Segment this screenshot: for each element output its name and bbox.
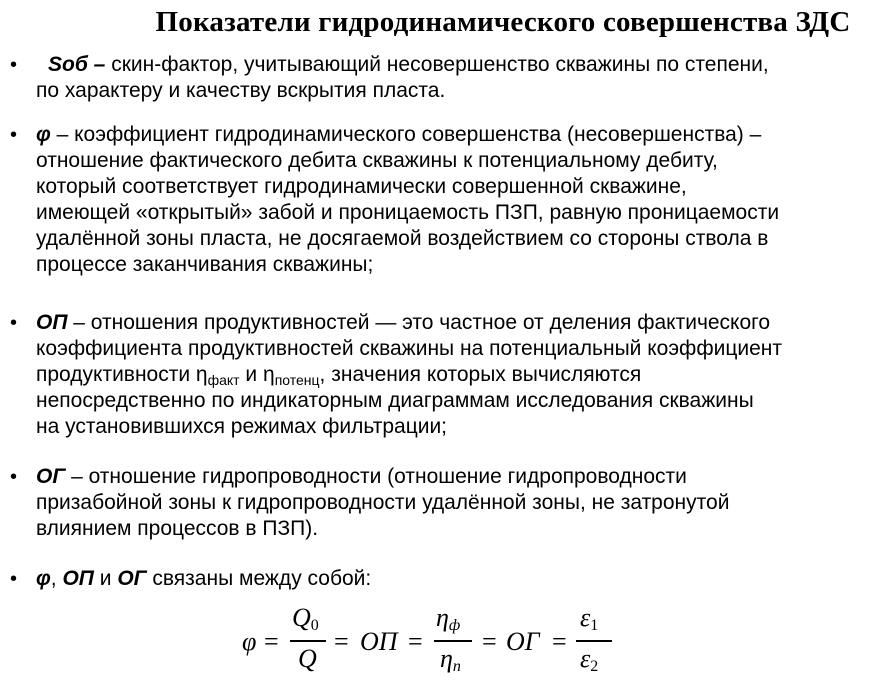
formula-q: Q [298,644,317,673]
text-line: коэффициента продуктивностей скважины на потенциальный коэффициент [36,337,782,360]
text-line: влиянием процессов в ПЗП). [36,517,319,540]
fraction-line [576,640,612,642]
bullet-dot: • [10,312,18,334]
text-line: непосредственно по индикаторным диаграммам исследования скважины [36,389,754,412]
text-line: на установившихся режимах фильтрации; [36,415,448,438]
text-line: удалённой зоны пласта, не досягаемой воздействием со стороны ствола в [36,227,769,250]
formula-eps2: $\varepsilon_2$ [580,644,599,675]
formula-equals: = [408,627,423,656]
formula-eta-f: $\eta_ф$ [436,603,461,634]
text-line: по характеру и качеству вскрытия пласта. [36,79,446,102]
page-title: Показатели гидродинамического совершенства ЗДС [155,6,851,38]
formula [240,603,640,683]
formula-op: ОП [360,627,398,656]
subscript-fact: факт [207,372,240,388]
term-phi: φ [36,123,51,146]
text-line: – отношение гидропроводности (отношение гидропроводности [65,465,687,488]
text-line: который соответствует гидродинамически совершенной скважине, [36,175,687,198]
formula-eta-p: $\eta_п$ [440,644,461,675]
formula-og: ОГ [506,627,540,656]
fraction-line [434,640,472,642]
formula-equals: = [334,627,349,656]
text-line: – отношения продуктивностей — это частное от деления фактического [67,311,771,334]
formula-equals: = [482,627,497,656]
formula-equals: = [552,627,567,656]
text-line: призабойной зоны к гидропроводности удалённой зоны, не затронутой [36,491,730,514]
text-line: отношение фактического дебита скважины к потенциальному дебиту, [36,149,718,172]
formula-equals: = [264,627,279,656]
text-line: скин-фактор, учитывающий несовершенство скважины по степени, [105,53,769,76]
term-op: ОП [36,311,68,334]
fraction-line [290,640,326,642]
formula-q0: $Q_0$ [292,603,319,634]
text-line: имеющей «открытый» забой и проницаемость ПЗП, равную проницаемости [36,201,780,224]
bullet-dot: • [10,568,18,590]
term-og: ОГ [36,465,66,488]
subscript-potenc: потенц [274,372,320,388]
text-line: продуктивности $\eta_{факт}$ и $\eta_{потенц}$, значения которых вычисляются [36,363,642,388]
formula-phi: φ [242,627,257,656]
term-skin: Sоб – [48,53,106,76]
text-line: – коэффициент гидродинамического совершенства (несовершенства) – [50,123,762,146]
text-line: процессе заканчивания скважины; [36,253,374,276]
bullet-dot: • [10,124,18,146]
formula-eps1: $\varepsilon_1$ [580,603,599,634]
bullet-dot: • [10,466,18,488]
bullet-dot: • [10,54,18,76]
